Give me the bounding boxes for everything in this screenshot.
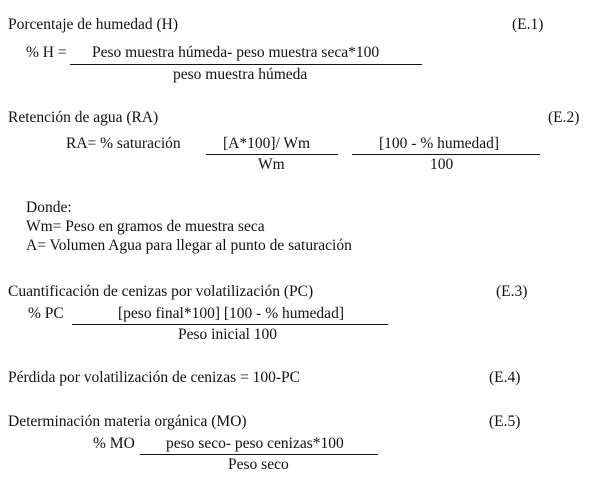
- where-line-a: A= Volumen Agua para llegar al punto de saturación: [26, 237, 352, 254]
- eq5-fraction-bar: [140, 454, 378, 455]
- eq1-lhs: % H =: [26, 44, 67, 61]
- eq3-denominator: Peso inicial 100: [178, 326, 278, 343]
- eq5-lhs: % MO: [93, 435, 135, 452]
- eq2-frac1-numerator: [A*100]/ Wm: [223, 135, 311, 152]
- eq5-numerator: peso seco- peso cenizas*100: [166, 435, 344, 452]
- eq2-title: Retención de agua (RA): [8, 109, 159, 126]
- eq5-title: Determinación materia orgánica (MO): [8, 413, 247, 430]
- eq3-fraction-bar: [72, 324, 388, 325]
- eq2-frac1-denominator: Wm: [258, 156, 285, 173]
- eq5-denominator: Peso seco: [228, 456, 289, 473]
- eq3-lhs: % PC: [28, 305, 64, 322]
- eq2-frac1-bar: [206, 154, 338, 155]
- eq1-denominator: peso muestra húmeda: [173, 66, 308, 83]
- eq1-title: Porcentaje de humedad (H): [8, 16, 179, 33]
- eq5-tag: (E.5): [489, 413, 521, 430]
- eq2-tag: (E.2): [548, 109, 580, 126]
- where-line-wm: Wm= Peso en gramos de muestra seca: [26, 218, 265, 235]
- eq3-numerator: [peso final*100] [100 - % humedad]: [118, 305, 344, 322]
- eq2-frac2-numerator: [100 - % humedad]: [379, 135, 500, 152]
- eq1-numerator: Peso muestra húmeda- peso muestra seca*100: [92, 44, 380, 61]
- eq4-title: Pérdida por volatilización de cenizas = 100-PC: [8, 369, 300, 386]
- where-heading: Donde:: [26, 199, 72, 216]
- eq1-tag: (E.1): [512, 16, 544, 33]
- eq1-fraction-bar: [70, 64, 422, 65]
- eq3-tag: (E.3): [496, 283, 528, 300]
- eq3-title: Cuantificación de cenizas por volatilización (PC): [8, 283, 314, 300]
- eq2-frac2-denominator: 100: [430, 156, 454, 173]
- eq2-frac2-bar: [352, 154, 540, 155]
- eq2-lhs: RA= % saturación: [66, 135, 181, 152]
- eq4-tag: (E.4): [489, 369, 521, 386]
